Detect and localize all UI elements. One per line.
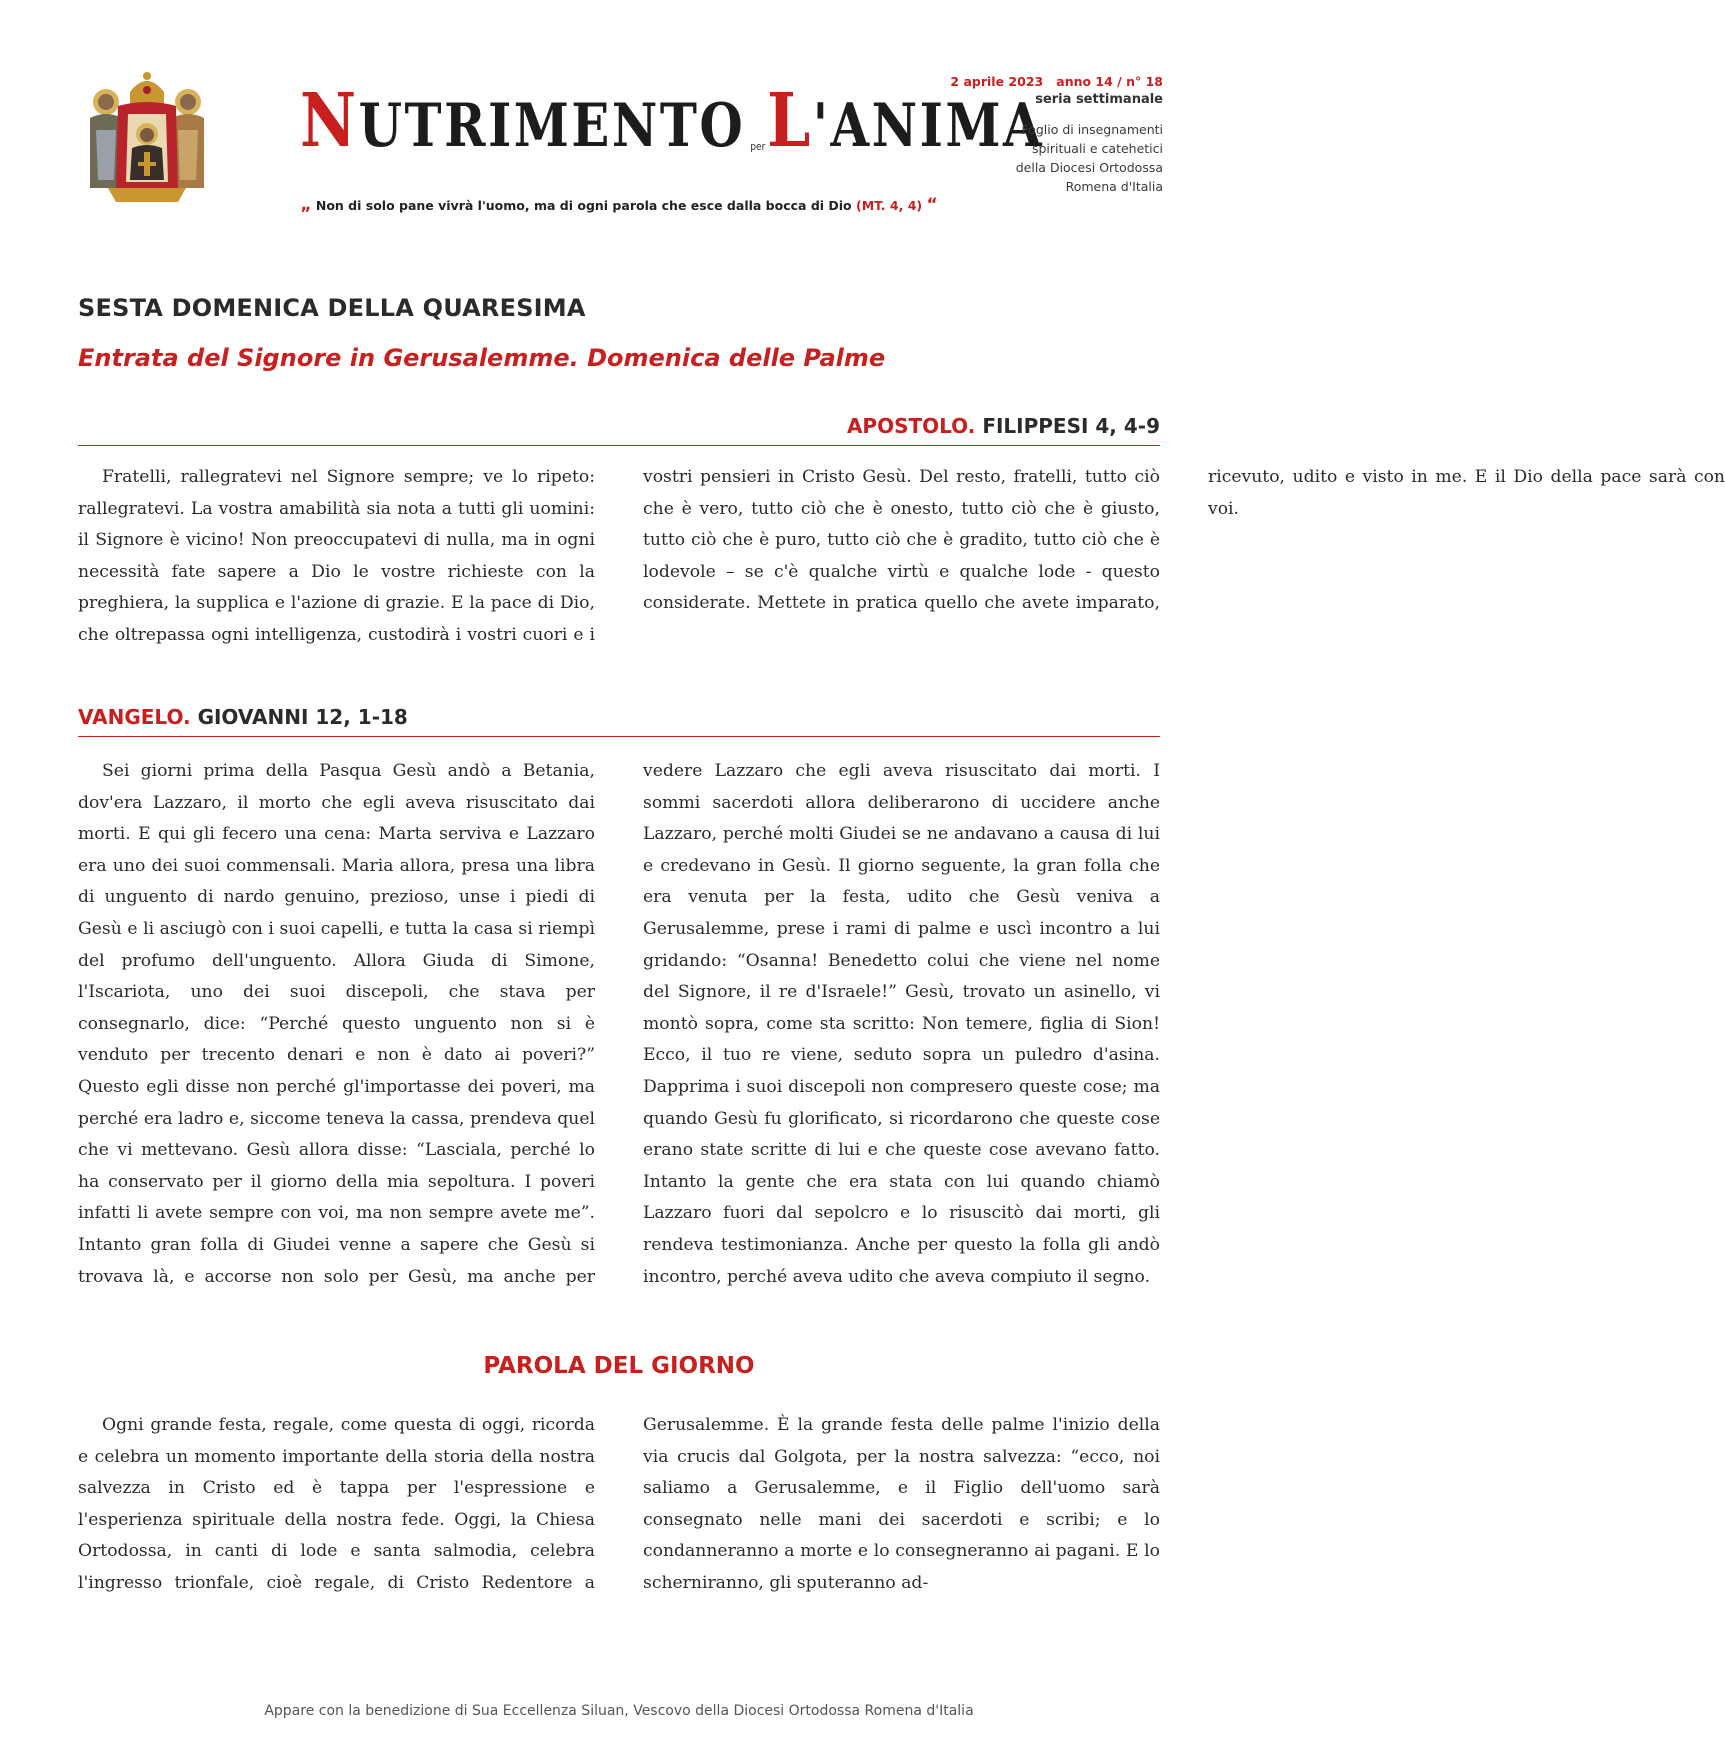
- description-line: Foglio di insegnamenti: [1021, 122, 1163, 137]
- motto-text: Non di solo pane vivrà l'uomo, ma di ogni parola che esce dalla bocca di Dio: [315, 198, 852, 213]
- motto-open-quote: „: [300, 195, 312, 215]
- description-line: spirituali e catehetici: [1031, 141, 1163, 156]
- title-initial-n: N: [300, 78, 359, 164]
- vangelo-reference: GIOVANNI 12, 1-18: [197, 705, 408, 729]
- vangelo-label: VANGELO.: [78, 705, 191, 729]
- issue-description: [950, 120, 1163, 196]
- motto-close-quote: “: [926, 195, 938, 215]
- vangelo-heading: [78, 705, 1160, 737]
- parola-text: Ogni grande festa, regale, come questa di oggi, ricorda e celebra un momento importante della storia della nostra salvezza in Cristo ed è tappa per l'espressione e l'esperienza spirituale della nostra fede. Oggi, la Chiesa Ortodossa, in canti di lode e santa salmodia, celebra l'ingresso trionfale, cioè regale, di Cristo Redentore a Gerusalemme. È la grande festa delle palme l'inizio della via crucis dal Golgota, per la nostra salvezza: “ecco, noi saliamo a Gerusalemme, e il Figlio dell'uomo sarà consegnato nelle mani dei sacerdoti e scribi; e lo condanneranno a morte e lo consegneranno ai pagani. E lo scherniranno, gli sputeranno ad-: [78, 1415, 1160, 1593]
- page-title: SESTA DOMENICA DELLA QUARESIMA: [78, 294, 586, 322]
- issue-frequency: seria settimanale: [1035, 92, 1163, 107]
- apostolo-label: APOSTOLO.: [846, 414, 976, 438]
- title-per: per: [750, 140, 766, 153]
- page-subtitle: Entrata del Signore in Gerusalemme. Domenica delle Palme: [78, 344, 886, 372]
- parola-text-columns: [78, 1410, 1160, 1600]
- motto-reference: (MT. 4, 4): [856, 198, 923, 213]
- title-word-anima: 'ANIMA: [812, 91, 1045, 161]
- issue-date-number: 2 aprile 2023 anno 14 / n° 18: [950, 74, 1163, 89]
- vangelo-text: Sei giorni prima della Pasqua Gesù andò a Betania, dov'era Lazzaro, il morto che egli aveva risuscitato dai morti. E qui gli fecero una cena: Marta serviva e Lazzaro era uno dei suoi commensali. Maria allora, presa una libra di unguento di nardo genuino, prezioso, unse i piedi di Gesù e li asciugò con i suoi capelli, e tutta la casa si riempì del profumo dell'unguento. Allora Giuda di Simone, l'Iscariota, uno dei suoi discepoli, che stava per consegnarlo, dice: “Perché questo unguento non si è venduto per trecento denari e non è dato ai poveri?” Questo egli disse non perché gl'importasse dei poveri, ma perché era ladro e, siccome teneva la cassa, prendeva quel che vi mettevano. Gesù allora disse: “Lasciala, perché lo ha conservato per il giorno della mia sepoltura. I poveri infatti li avete sempre con voi, ma non sempre avete me”. Intanto gran folla di Giudei venne a sapere che Gesù si trovava là, e accorse non solo per Gesù, ma anche per vedere Lazzaro che egli aveva risuscitato dai morti. I sommi sacerdoti allora deliberarono di uccidere anche Lazzaro, perché molti Giudei se ne andavano a causa di lui e credevano in Gesù. Il giorno seguente, la gran folla che era venuta per la festa, udito che Gesù veniva a Gerusalemme, prese i rami di palme e uscì incontro a lui gridando: “Osanna! Benedetto colui che viene nel nome del Signore, il re d'Israele!” Gesù, trovato un asinello, vi montò sopra, come sta scritto: Non temere, figlia di Sion! Ecco, il tuo re viene, seduto sopra un puledro d'asina. Dapprima i suoi discepoli non compresero queste cose; ma quando Gesù fu glorificato, si ricordarono che queste cose erano state scritte di lui e che queste cose avevano fatto. Intanto la gente che era stata con lui quando chiamò Lazzaro fuori dal sepolcro e lo risuscitò dai morti, gli rendeva testimonianza. Anche per questo la folla gli andò incontro, perché aveva udito che aveva compiuto il segno.: [78, 761, 1160, 1287]
- title-word-nutrimento: UTRIMENTO: [358, 91, 746, 161]
- title-initial-l: L: [767, 78, 813, 164]
- issue-info: [950, 74, 1163, 196]
- diocese-emblem-icon: [78, 70, 216, 208]
- masthead-motto: [0, 195, 1238, 215]
- vangelo-text-columns: [78, 756, 1160, 1326]
- masthead-title: [300, 78, 1045, 164]
- description-line: della Diocesi Ortodossa: [1015, 160, 1163, 175]
- apostolo-text: Fratelli, rallegratevi nel Signore sempre; ve lo ripeto: rallegratevi. La vostra amabilità sia nota a tutti gli uomini: il Signore è vicino! Non preoccupatevi di nulla, ma in ogni necessità fate sapere a Dio le vostre richieste con la preghiera, la supplica e l'azione di grazie. E la pace di Dio, che oltrepassa ogni intelligenza, custodirà i vostri cuori e i vostri pensieri in Cristo Gesù. Del resto, fratelli, tutto ciò che è vero, tutto ciò che è onesto, tutto ciò che è giusto, tutto ciò che è puro, tutto ciò che è gradito, tutto ciò che è lodevole – se c'è qualche virtù e qualche lode - questo considerate. Mettete in pratica quello che avete imparato, ricevuto, udito e visto in me. E il Dio della pace sarà con voi.: [78, 467, 1725, 645]
- apostolo-text-columns: [78, 462, 1725, 682]
- apostolo-reference: FILIPPESI 4, 4-9: [982, 414, 1160, 438]
- parola-heading: PAROLA DEL GIORNO: [483, 1353, 755, 1379]
- description-line: Romena d'Italia: [1065, 179, 1163, 194]
- footer-blessing: Appare con la benedizione di Sua Eccellenza Siluan, Vescovo della Diocesi Ortodossa Romena d'Italia: [264, 1703, 974, 1719]
- apostolo-heading: [78, 414, 1160, 446]
